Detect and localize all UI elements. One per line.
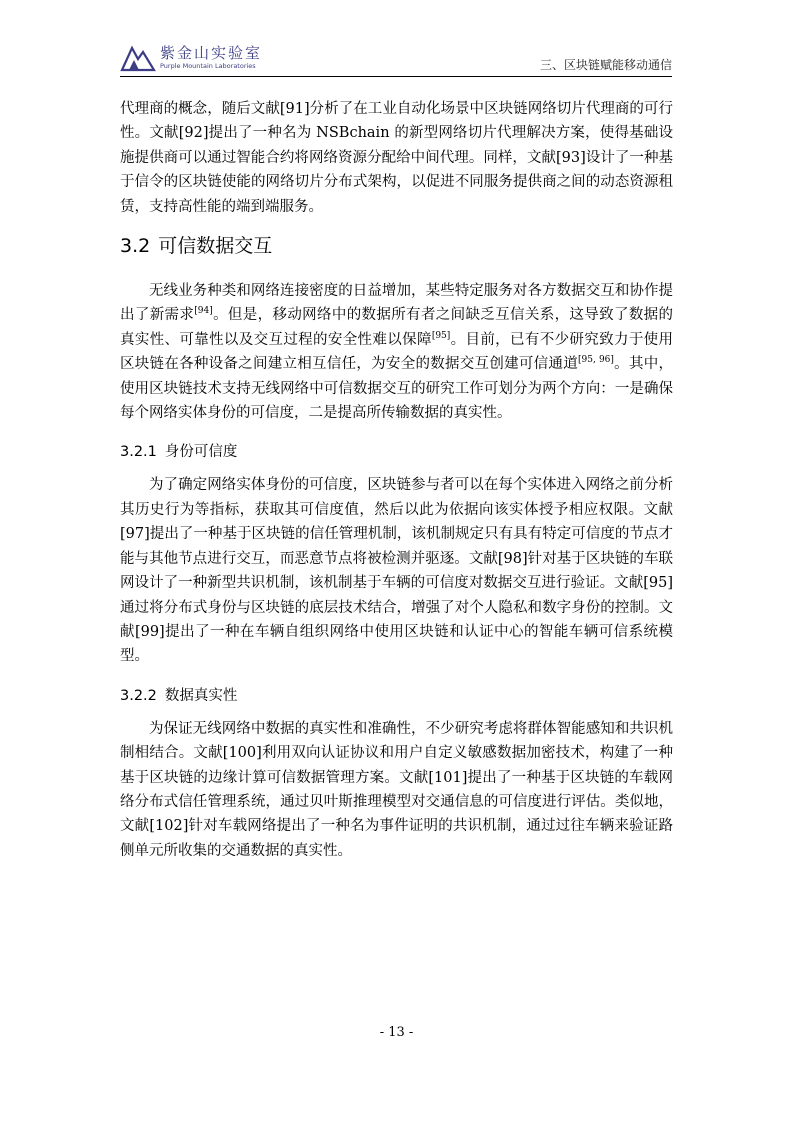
subsection-paragraph-identity: 为了确定网络实体身份的可信度，区块链参与者可以在每个实体进入网络之前分析其历史行为等指标，获取其可信度值，然后以此为依据向该实体授予相应权限。文献[97]提出了一种基于区块链的信任管理机制，该机制规定只有具有特定可信度的节点才能与其他节点进行交互，而恶意节点将被检测并驱逐。文献[98]针对基于区块链的车联网设计了一种新型共识机制，该机制基于车辆的可信度对数据交互进行验证。文献[95]通过将分布式身份与区块链的底层技术结合，增强了对个人隐私和数字身份的控制。文献[99]提出了一种在车辆自组织网络中使用区块链和认证中心的智能车辆可信系统模型。 xyxy=(120,477,673,665)
sentence-4: 。其中，使用区块链技术支持无线网络中可信数据交互的研究工作可划分为两个方向：一是确保每个网络实体身份的可信度，二是提高所传输数据的真实性。 xyxy=(120,356,673,422)
logo-english-name: Purple Mountain Laboratories xyxy=(160,62,256,70)
logo-chinese-name: 紫金山实验室 xyxy=(160,44,263,62)
mountain-logo-icon xyxy=(120,42,156,72)
citation-ref-1: [94] xyxy=(194,306,213,317)
sentence-3: 。目前，已有不少研究致力于使用区块链在各种设备之间建立相互信任，为安全的数据交互创建可信通道 xyxy=(120,331,674,373)
page-number: - 13 - xyxy=(379,1025,414,1040)
sentence-2: 。但是，移动网络中的数据所有者之间缺乏互信关系，这导致了数据的真实性、可靠性以及交互过程的安全性难以保障 xyxy=(120,307,674,348)
subsection-title: 数据真实性 xyxy=(164,687,238,704)
section-number: 3.2 xyxy=(120,235,151,258)
subsection-paragraph-authenticity: 为保证无线网络中数据的真实性和准确性，不少研究考虑将群体智能感知和共识机制相结合。文献[100]利用双向认证协议和用户自定义敏感数据加密技术，构建了一种基于区块链的边缘计算可信数据管理方案。文献[101]提出了一种基于区块链的车载网络分布式信任管理系统，通过贝叶斯推理模型对交通信息的可信度进行评估。类似地，文献[102]针对车载网络提出了一种名为事件证明的共识机制，通过过往车辆来验证路侧单元所收集的交通数据的真实性。 xyxy=(120,720,673,859)
subsection-heading-authenticity xyxy=(120,685,673,707)
subsection-number: 3.2.2 xyxy=(120,687,157,704)
subsection-number: 3.2.1 xyxy=(120,444,157,461)
citation-ref-2: [95] xyxy=(431,331,451,342)
sentence-1: 无线业务种类和网络连接密度的日益增加，某些特定服务对各方数据交互和协作提出了新需求 xyxy=(120,283,673,324)
citation-ref-3: [95, 96] xyxy=(577,355,614,366)
page-header xyxy=(120,40,672,77)
section-paragraph xyxy=(120,279,673,425)
page-content xyxy=(120,97,673,863)
subsection-heading-identity xyxy=(120,441,673,463)
section-heading xyxy=(120,233,673,259)
running-title: 三、区块链赋能移动通信 xyxy=(539,58,672,72)
subsection-title: 身份可信度 xyxy=(164,444,238,461)
intro-paragraph: 代理商的概念，随后文献[91]分析了在工业自动化场景中区块链网络切片代理商的可行性。文献[92]提出了一种名为 NSBchain 的新型网络切片代理解决方案，使得基础设施提供商可以通过智能合约将网络资源分配给中间代理。同样，文献[93]设计了一种基于信令的区块链使能的网络切片分布式架构，以促进不同服务提供商之间的动态资源租赁，支持高性能的端到端服务。 xyxy=(120,101,673,215)
section-title: 可信数据交互 xyxy=(158,235,273,258)
lab-logo xyxy=(120,42,300,74)
